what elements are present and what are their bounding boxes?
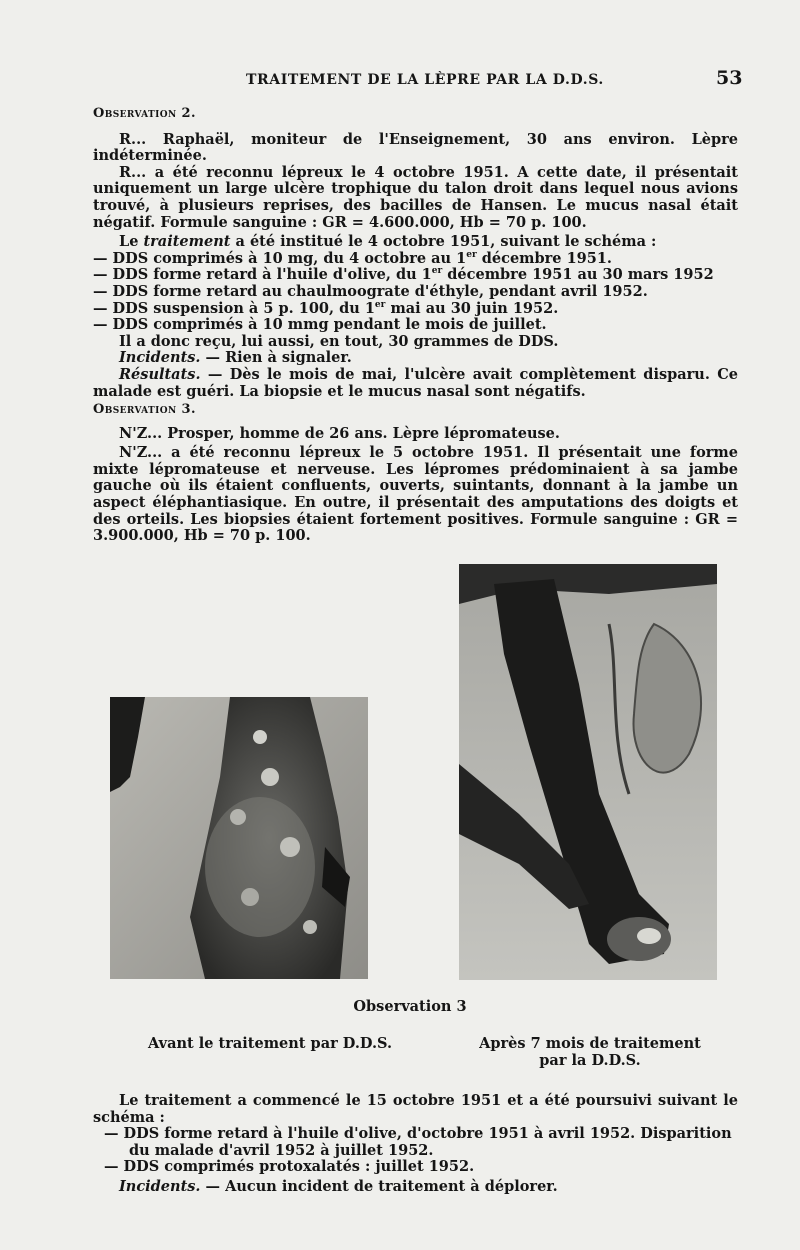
right-caption-line-2: par la D.D.S. <box>539 1052 641 1069</box>
schema-item-text-end: mai au 30 juin 1952. <box>385 299 559 317</box>
incidents-text: — Aucun incident de traitement à déplorer. <box>200 1177 558 1195</box>
observation-3-section <box>93 402 738 545</box>
closing-item: — DDS comprimés protoxalatés : juillet 1952. <box>104 1158 475 1176</box>
schema-item <box>93 317 738 334</box>
schema-item <box>93 301 738 318</box>
observation-2-heading: Observation 2. <box>93 106 196 121</box>
observation-2-section <box>93 106 738 400</box>
results-text: — Dès le mois de mai, l'ulcère avait complètement disparu. Ce malade est guéri. La biopsie et le mucus nasal sont négatifs. <box>93 365 738 400</box>
observation-2-total: Il a donc reçu, lui aussi, en tout, 30 grammes de DDS. <box>119 332 559 350</box>
incidents-text: — Rien à signaler. <box>200 349 352 367</box>
schema-item <box>93 284 738 301</box>
schema-item-text: — DDS forme retard au chaulmoograte d'éthyle, pendant avril 1952. <box>93 282 648 300</box>
observation-2-incidents <box>93 350 738 367</box>
results-label: Résultats. <box>119 365 201 383</box>
schema-item-text: — DDS suspension à 5 p. 100, du 1 <box>93 299 375 317</box>
figure-caption: Observation 3 <box>353 998 467 1015</box>
photo-after-treatment <box>459 564 717 980</box>
observation-2-treatment-intro <box>93 234 738 251</box>
schema-item-text-end: décembre 1951 au 30 mars 1952 <box>442 266 714 284</box>
schema-item-text: — DDS comprimés à 10 mg, du 4 octobre au 1 <box>93 249 467 267</box>
treatment-intro-emphasis: traitement <box>143 233 231 251</box>
observation-3-treatment-section <box>93 1093 738 1196</box>
incidents-label: Incidents. <box>119 349 201 367</box>
observation-2-patient: R... Raphaël, moniteur de l'Enseignement, 30 ans environ. Lèpre indéterminée. <box>93 130 738 165</box>
observation-3-history: N'Z... a été reconnu lépreux le 5 octobre 1951. Il présentait une forme mixte lépromateuse et nerveuse. Les lépromes prédominaient à sa jambe gauche où ils étaient confluents, ouverts, suintants, donnant à la jambe un aspect éléphantiasique. En outre, il présentait des amputations des doigts et des orteils. Les biopsies étaient fortement positives. Formule sanguine : GR = 3.900.000, Hb = 70 p. 100. <box>93 444 738 545</box>
schema-item <box>93 267 738 284</box>
observation-3-patient: N'Z... Prosper, homme de 26 ans. Lèpre lépromateuse. <box>119 424 560 442</box>
schema-item-text-end: décembre 1951. <box>476 249 612 267</box>
photo-after-image <box>459 564 717 980</box>
observation-2-schema-list <box>93 251 738 334</box>
schema-item-sup: er <box>374 299 386 310</box>
schema-item-sup: er <box>466 249 477 260</box>
right-caption-line-1: Après 7 mois de traitement <box>479 1035 701 1052</box>
closing-incidents <box>93 1179 738 1196</box>
left-photo-caption: Avant le traitement par D.D.S. <box>147 1035 392 1052</box>
observation-3-heading: Observation 3. <box>93 402 196 417</box>
observation-2-results <box>93 367 738 400</box>
closing-intro: Le traitement a commencé le 15 octobre 1951 et a été poursuivi suivant le schéma : <box>93 1092 738 1126</box>
schema-item-text: — DDS forme retard à l'huile d'olive, du 1 <box>93 266 432 284</box>
photo-before-image <box>110 697 368 979</box>
schema-item-text: — DDS comprimés à 10 mmg pendant le mois de juillet. <box>93 316 547 334</box>
observation-2-history: R... a été reconnu lépreux le 4 octobre 1951. A cette date, il présentait uniquement un large ulcère trophique du talon droit dans lequel nous avions trouvé, à plusieurs reprises, des bacilles de Hansen. Le mucus nasal était négatif. Formule sanguine : GR = 4.600.000, Hb = 70 p. 100. <box>93 163 738 231</box>
running-title: TRAITEMENT DE LA LÈPRE PAR LA D.D.S. <box>246 72 604 88</box>
closing-item: — DDS forme retard à l'huile d'olive, d'octobre 1951 à avril 1952. Disparition du malade d'avril 1952 à juillet 1952. <box>104 1125 732 1159</box>
treatment-intro-suffix: a été institué le 4 octobre 1951, suivant le schéma : <box>230 233 657 251</box>
schema-item-sup: er <box>431 266 443 277</box>
page-number: 53 <box>716 67 743 89</box>
right-photo-caption <box>470 1035 710 1069</box>
photo-before-treatment <box>110 697 368 979</box>
schema-item <box>93 251 738 268</box>
incidents-label: Incidents. <box>119 1177 201 1195</box>
treatment-intro-prefix: Le <box>119 233 144 251</box>
